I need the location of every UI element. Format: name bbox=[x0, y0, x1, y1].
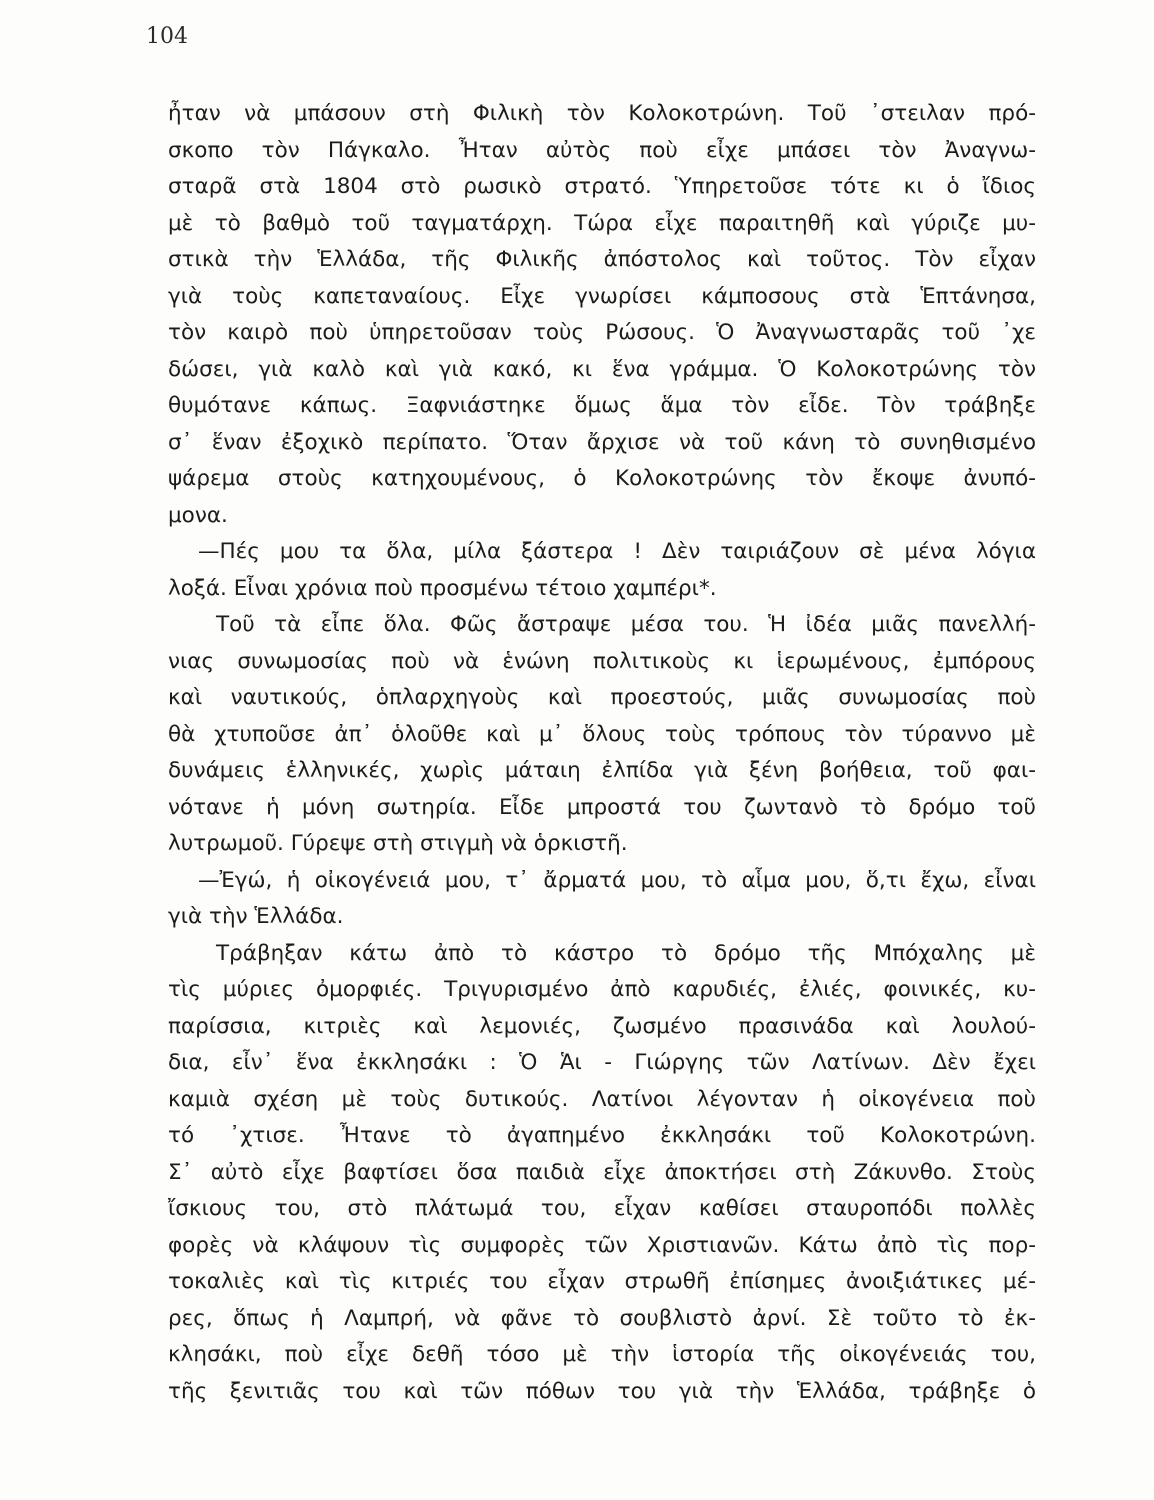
text-line: —Ἐγώ, ἡ οἰκογένειά μου, τ᾽ ἄρματά μου, τὸ αἷμα μου, ὅ,τι ἔχω, εἶναι bbox=[198, 867, 1036, 893]
text-line: δώσει, γιὰ καλὸ καὶ γιὰ κακό, κι ἕνα γράμμα. Ὁ Κολοκοτρώνης τὸν bbox=[168, 356, 1036, 382]
text-line: παρίσσια, κιτριὲς καὶ λεμονιές, ζωσμένο πρασινάδα καὶ λουλού- bbox=[168, 1013, 1036, 1039]
body-text bbox=[168, 96, 1036, 1410]
text-line: Σ᾽ αὐτὸ εἶχε βαφτίσει ὅσα παιδιὰ εἶχε ἀποκτήσει στὴ Ζάκυνθο. Στοὺς bbox=[168, 1159, 1036, 1185]
text-line: καμιὰ σχέση μὲ τοὺς δυτικούς. Λατίνοι λέγονταν ἡ οἰκογένεια ποὺ bbox=[168, 1086, 1036, 1112]
text-line: θὰ χτυποῦσε ἀπ᾽ ὁλοῦθε καὶ μ᾽ ὅλους τοὺς τρόπους τὸν τύραννο μὲ bbox=[168, 721, 1036, 747]
text-line: τό ᾽χτισε. Ἦτανε τὸ ἀγαπημένο ἐκκλησάκι τοῦ Κολοκοτρώνη. bbox=[168, 1123, 1036, 1148]
text-line: ἦταν νὰ μπάσουν στὴ Φιλικὴ τὸν Κολοκοτρώνη. Τοῦ ᾽στειλαν πρό- bbox=[168, 101, 1036, 126]
text-line: γιὰ τὴν Ἑλλάδα. bbox=[168, 904, 344, 929]
text-line: τὸν καιρὸ ποὺ ὑπηρετοῦσαν τοὺς Ρώσους. Ὁ Ἀναγνωσταρᾶς τοῦ ᾽χε bbox=[168, 320, 1036, 345]
text-line: νότανε ἡ μόνη σωτηρία. Εἶδε μπροστά του ζωντανὸ τὸ δρόμο τοῦ bbox=[168, 794, 1036, 820]
text-line: —Πές μου τα ὅλα, μίλα ξάστερα ! Δὲν ταιριάζουν σὲ μένα λόγια bbox=[198, 539, 1036, 564]
page-number: 104 bbox=[146, 24, 188, 49]
text-line: δια, εἶν᾽ ἕνα ἐκκλησάκι : Ὁ Ἁι - Γιώργης τῶν Λατίνων. Δὲν ἔχει bbox=[168, 1050, 1036, 1075]
text-line: θυμότανε κάπως. Ξαφνιάστηκε ὅμως ἅμα τὸν εἶδε. Τὸν τράβηξε bbox=[168, 393, 1036, 418]
text-line: φορὲς νὰ κλάψουν τὶς συμφορὲς τῶν Χριστιανῶν. Κάτω ἀπὸ τὶς πορ- bbox=[168, 1232, 1036, 1258]
text-line: σταρᾶ στὰ 1804 στὸ ρωσικὸ στρατό. Ὑπηρετοῦσε τότε κι ὁ ἴδιος bbox=[168, 174, 1036, 199]
text-line: σκοπο τὸν Πάγκαλο. Ἦταν αὐτὸς ποὺ εἶχε μπάσει τὸν Ἀναγνω- bbox=[168, 137, 1036, 163]
text-line: λοξά. Εἶναι χρόνια ποὺ προσμένω τέτοιο χαμπέρι*. bbox=[168, 575, 717, 601]
text-line: τοκαλιὲς καὶ τὶς κιτριές του εἶχαν στρωθῆ ἐπίσημες ἀνοιξιάτικες μέ- bbox=[168, 1269, 1036, 1294]
text-line: νιας συνωμοσίας ποὺ νὰ ἑνώνη πολιτικοὺς κι ἱερωμένους, ἐμπόρους bbox=[168, 648, 1036, 674]
text-line: τῆς ξενιτιᾶς του καὶ τῶν πόθων του γιὰ τὴν Ἑλλάδα, τράβηξε ὁ bbox=[168, 1378, 1036, 1404]
text-line: ἴσκιους του, στὸ πλάτωμά του, εἶχαν καθίσει σταυροπόδι πολλὲς bbox=[168, 1196, 1036, 1221]
text-line: ρες, ὅπως ἡ Λαμπρή, νὰ φᾶνε τὸ σουβλιστὸ ἀρνί. Σὲ τοῦτο τὸ ἐκ- bbox=[168, 1305, 1036, 1331]
text-line: σ᾽ ἕναν ἐξοχικὸ περίπατο. Ὅταν ἄρχισε νὰ τοῦ κάνη τὸ συνηθισμένο bbox=[168, 429, 1036, 455]
text-line: μὲ τὸ βαθμὸ τοῦ ταγματάρχη. Τώρα εἶχε παραιτηθῆ καὶ γύριζε μυ- bbox=[168, 210, 1036, 236]
text-line: στικὰ τὴν Ἑλλάδα, τῆς Φιλικῆς ἀπόστολος καὶ τοῦτος. Τὸν εἶχαν bbox=[168, 247, 1036, 272]
text-line: μονα. bbox=[168, 502, 228, 528]
text-line: λυτρωμοῦ. Γύρεψε στὴ στιγμὴ νὰ ὁρκιστῆ. bbox=[168, 831, 628, 856]
text-line: δυνάμεις ἑλληνικές, χωρὶς μάταιη ἐλπίδα γιὰ ξένη βοήθεια, τοῦ φαι- bbox=[168, 758, 1036, 783]
text-line: ψάρεμα στοὺς κατηχουμένους, ὁ Κολοκοτρώνης τὸν ἔκοψε ἀνυπό- bbox=[168, 466, 1036, 491]
text-line: τὶς μύριες ὀμορφιές. Τριγυρισμένο ἀπὸ καρυδιές, ἐλιές, φοινικές, κυ- bbox=[168, 977, 1036, 1002]
text-line: γιὰ τοὺς καπεταναίους. Εἶχε γνωρίσει κάμποσους στὰ Ἑπτάνησα, bbox=[168, 283, 1036, 309]
text-line: κλησάκι, ποὺ εἶχε δεθῆ τόσο μὲ τὴν ἱστορία τῆς οἰκογένειάς του, bbox=[168, 1342, 1036, 1367]
text-line: καὶ ναυτικούς, ὁπλαρχηγοὺς καὶ προεστούς, μιᾶς συνωμοσίας ποὺ bbox=[168, 685, 1036, 710]
text-line: Τοῦ τὰ εἶπε ὅλα. Φῶς ἄστραψε μέσα του. Ἡ ἰδέα μιᾶς πανελλή- bbox=[216, 612, 1036, 637]
text-line: Τράβηξαν κάτω ἀπὸ τὸ κάστρο τὸ δρόμο τῆς Μπόχαλης μὲ bbox=[216, 940, 1036, 966]
